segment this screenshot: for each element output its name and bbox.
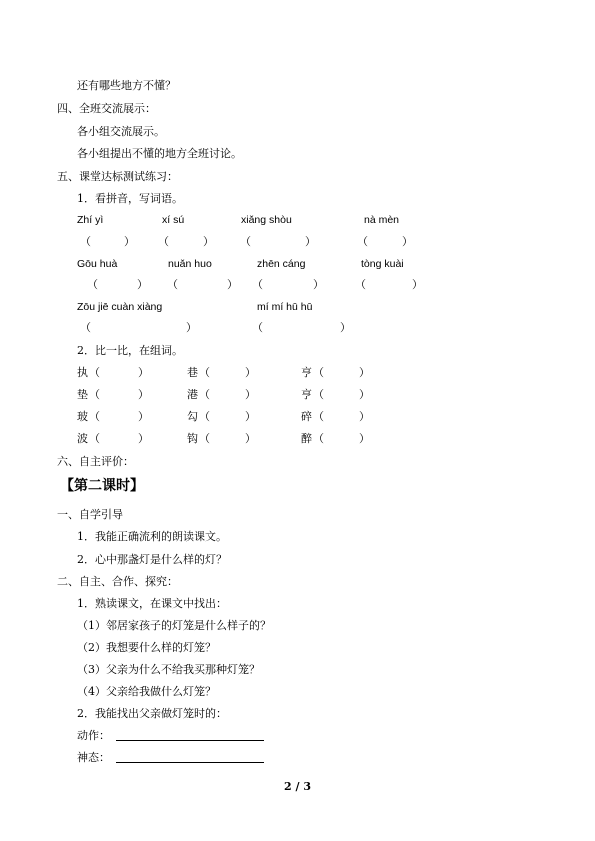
paren-open: （ <box>80 235 91 248</box>
compare-char: 碎 <box>301 410 312 423</box>
paren-close: ） <box>124 235 135 248</box>
body-line: 各小组交流展示。 <box>77 125 165 138</box>
compare-char: 钩 <box>187 432 198 445</box>
paren-open: （ <box>313 432 324 445</box>
paren-close: ） <box>138 410 149 423</box>
compare-char: 垫 <box>77 388 88 401</box>
paren-open: （ <box>199 410 210 423</box>
paren-close: ） <box>138 388 149 401</box>
pinyin: Zōu jiē cuàn xiàng <box>77 301 163 313</box>
pinyin: Gōu huà <box>77 258 118 270</box>
paren-open: （ <box>357 235 368 248</box>
paren-close: ） <box>245 388 256 401</box>
question-label: 1．熟读课文，在课文中找出： <box>77 597 227 610</box>
pinyin: zhēn cáng <box>257 258 306 270</box>
paren-close: ） <box>138 366 149 379</box>
paren-close: ） <box>138 432 149 445</box>
paren-close: ） <box>245 366 256 379</box>
list-item: 2．心中那盏灯是什么样的灯？ <box>77 553 227 566</box>
paren-open: （ <box>355 278 366 291</box>
paren-close: ） <box>313 278 324 291</box>
compare-char: 勾 <box>187 410 198 423</box>
paren-open: （ <box>158 235 169 248</box>
paren-close: ） <box>186 321 197 334</box>
paren-close: ） <box>245 432 256 445</box>
list-item: 1．我能正确流利的朗读课文。 <box>77 530 227 543</box>
pinyin: mí mí hū hū <box>257 301 313 313</box>
paren-open: （ <box>167 278 178 291</box>
paren-open: （ <box>252 278 263 291</box>
pinyin: nà mèn <box>364 214 400 226</box>
paren-close: ） <box>227 278 238 291</box>
pinyin: xí sú <box>162 214 185 226</box>
paren-close: ） <box>359 410 370 423</box>
section-heading: 一、自学引导 <box>57 508 123 521</box>
pinyin: Zhí yì <box>77 214 104 226</box>
section-heading: 二、自主、合作、探究： <box>57 575 178 588</box>
paren-open: （ <box>89 432 100 445</box>
lesson-title: 【第二课时】 <box>60 478 144 494</box>
paren-open: （ <box>199 432 210 445</box>
answer-line[interactable] <box>116 740 264 741</box>
paren-open: （ <box>87 278 98 291</box>
sub-question: （3）父亲为什么不给我买那种灯笼？ <box>77 663 260 676</box>
page-number: 2 / 3 <box>284 780 311 793</box>
paren-open: （ <box>240 235 251 248</box>
paren-close: ） <box>340 321 351 334</box>
section-heading: 六、自主评价： <box>57 455 134 468</box>
paren-close: ） <box>203 235 214 248</box>
paren-open: （ <box>313 366 324 379</box>
compare-char: 巷 <box>187 366 198 379</box>
compare-char: 波 <box>77 432 88 445</box>
paren-open: （ <box>80 321 91 334</box>
fill-label: 神态： <box>77 751 110 764</box>
sub-question: （4）父亲给我做什么灯笼？ <box>77 685 216 698</box>
body-line: 各小组提出不懂的地方全班讨论。 <box>77 147 242 160</box>
sub-question: （2）我想要什么样的灯笼？ <box>77 641 216 654</box>
paren-close: ） <box>359 388 370 401</box>
paren-open: （ <box>313 410 324 423</box>
paren-open: （ <box>313 388 324 401</box>
paren-open: （ <box>199 388 210 401</box>
paren-close: ） <box>359 432 370 445</box>
section-heading: 五、课堂达标测试练习： <box>57 170 178 183</box>
compare-char: 亨 <box>301 366 312 379</box>
question-label: 2．我能找出父亲做灯笼时的： <box>77 707 227 720</box>
compare-char: 港 <box>187 388 198 401</box>
paren-close: ） <box>402 235 413 248</box>
paren-open: （ <box>89 388 100 401</box>
compare-char: 醉 <box>301 432 312 445</box>
answer-line[interactable] <box>116 762 264 763</box>
paren-close: ） <box>137 278 148 291</box>
paren-close: ） <box>359 366 370 379</box>
paren-open: （ <box>252 321 263 334</box>
pinyin: tòng kuài <box>361 258 404 270</box>
paren-close: ） <box>305 235 316 248</box>
paren-open: （ <box>89 410 100 423</box>
question-line: 还有哪些地方不懂？ <box>77 79 176 92</box>
question-label: 1．看拼音，写词语。 <box>77 192 183 205</box>
section-heading: 四、全班交流展示： <box>57 102 156 115</box>
pinyin: xiǎng shòu <box>241 214 292 226</box>
paren-open: （ <box>199 366 210 379</box>
compare-char: 亨 <box>301 388 312 401</box>
question-label: 2．比一比，在组词。 <box>77 344 183 357</box>
paren-close: ） <box>245 410 256 423</box>
paren-open: （ <box>89 366 100 379</box>
compare-char: 执 <box>77 366 88 379</box>
pinyin: nuǎn huo <box>168 258 212 270</box>
paren-close: ） <box>412 278 423 291</box>
compare-char: 玻 <box>77 410 88 423</box>
fill-label: 动作： <box>77 729 110 742</box>
sub-question: （1）邻居家孩子的灯笼是什么样子的？ <box>77 619 271 632</box>
